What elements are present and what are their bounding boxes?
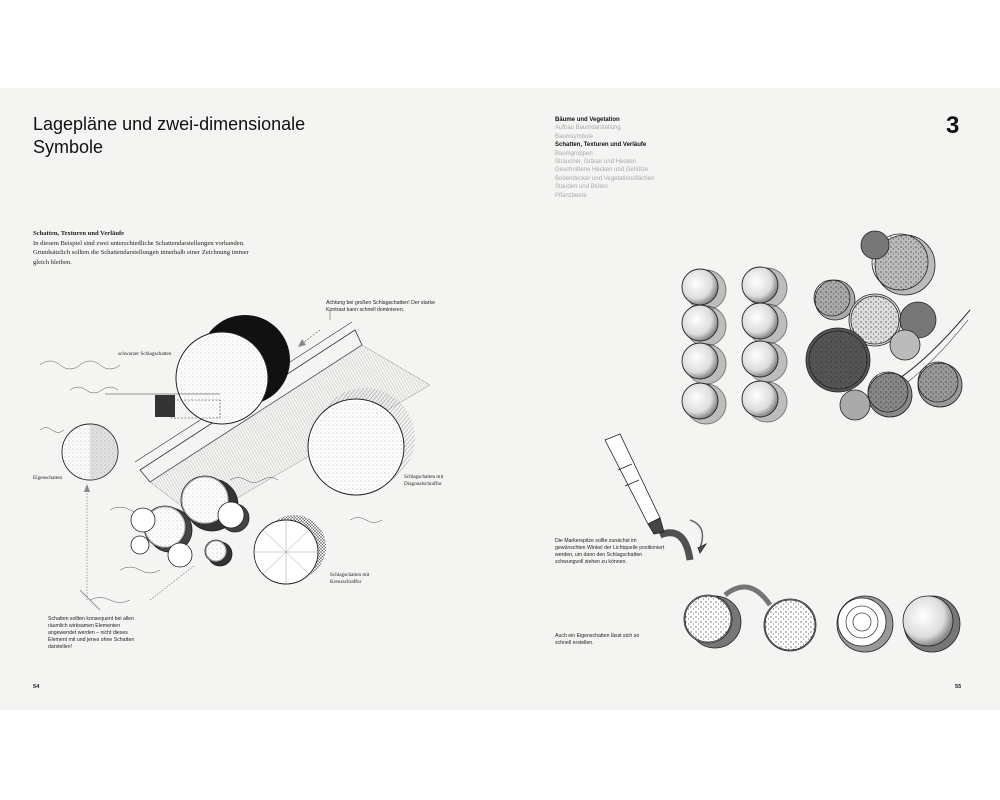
toc-item: Stauden und Blüten [555,184,608,191]
note-own-shadow-quick: Auch ein Eigenschatten lässt sich so schnell erstellen. [555,633,640,646]
intro-body: In diesem Beispiel sind zwei unterschiedliche Schattendarstellungen vorhanden. Grundsätzlich sollten die Schattendarstellungen innerhalb einer Zeichnung immer gleich bleiben. [33,239,249,266]
toc-item: Baumsymbole [555,133,594,140]
toc-item: Bäume und Vegetation [555,117,620,123]
note-marker-tip: Die Markerspitze sollte zunächst im gewünschten Winkel der Lichtquelle positioniert werden, um dann den Schlagschatten schwungvoll ziehen zu können. [555,538,665,565]
label-cross-hatch: Schlagschatten mit Kreuzschraffur [330,572,370,585]
label-black-shadow: schwarzer Schlagschatten [118,351,172,357]
label-diagonal-hatch: Schlagschatten mit Diagonalschraffur [404,474,444,487]
toc-item: Schatten, Texturen und Verläufe [555,142,647,149]
toc-item: Pflanzbeete [555,192,587,199]
page-title: Lagepläne und zwei-dimensionale Symbole [33,114,306,157]
toc-item: Aufbau Baumdarstellung [555,125,621,132]
tree-group-sketch [806,231,970,420]
shadow-sequence [684,587,960,652]
label-own-shadow: Eigenschatten [33,475,63,481]
intro-heading: Schatten, Texturen und Verläufe [33,230,125,237]
chapter-number: 3 [946,112,960,139]
note-consistency: Schatten sollten konsequent bei allen räumlich wirksamen Elementen angewendet werden – nicht dieses Element mit und jenes ohne Schatten darstellen! [48,616,135,650]
toc-item: Bodendecker und Vegetationsflächen [555,175,655,182]
toc-item: Geschnittene Hecken und Gehölze [555,167,649,174]
page-number-right: 55 [955,684,962,690]
tree-row-grid [682,267,787,424]
note-warning: Achtung bei großen Schlagschatten! Der starke Kontrast kann schnell dominieren. [326,300,435,313]
toc-item: Sträucher, Gräser und Hecken [555,159,637,166]
toc-item: Baumgruppen [555,150,593,157]
page-number-left: 54 [33,684,40,690]
